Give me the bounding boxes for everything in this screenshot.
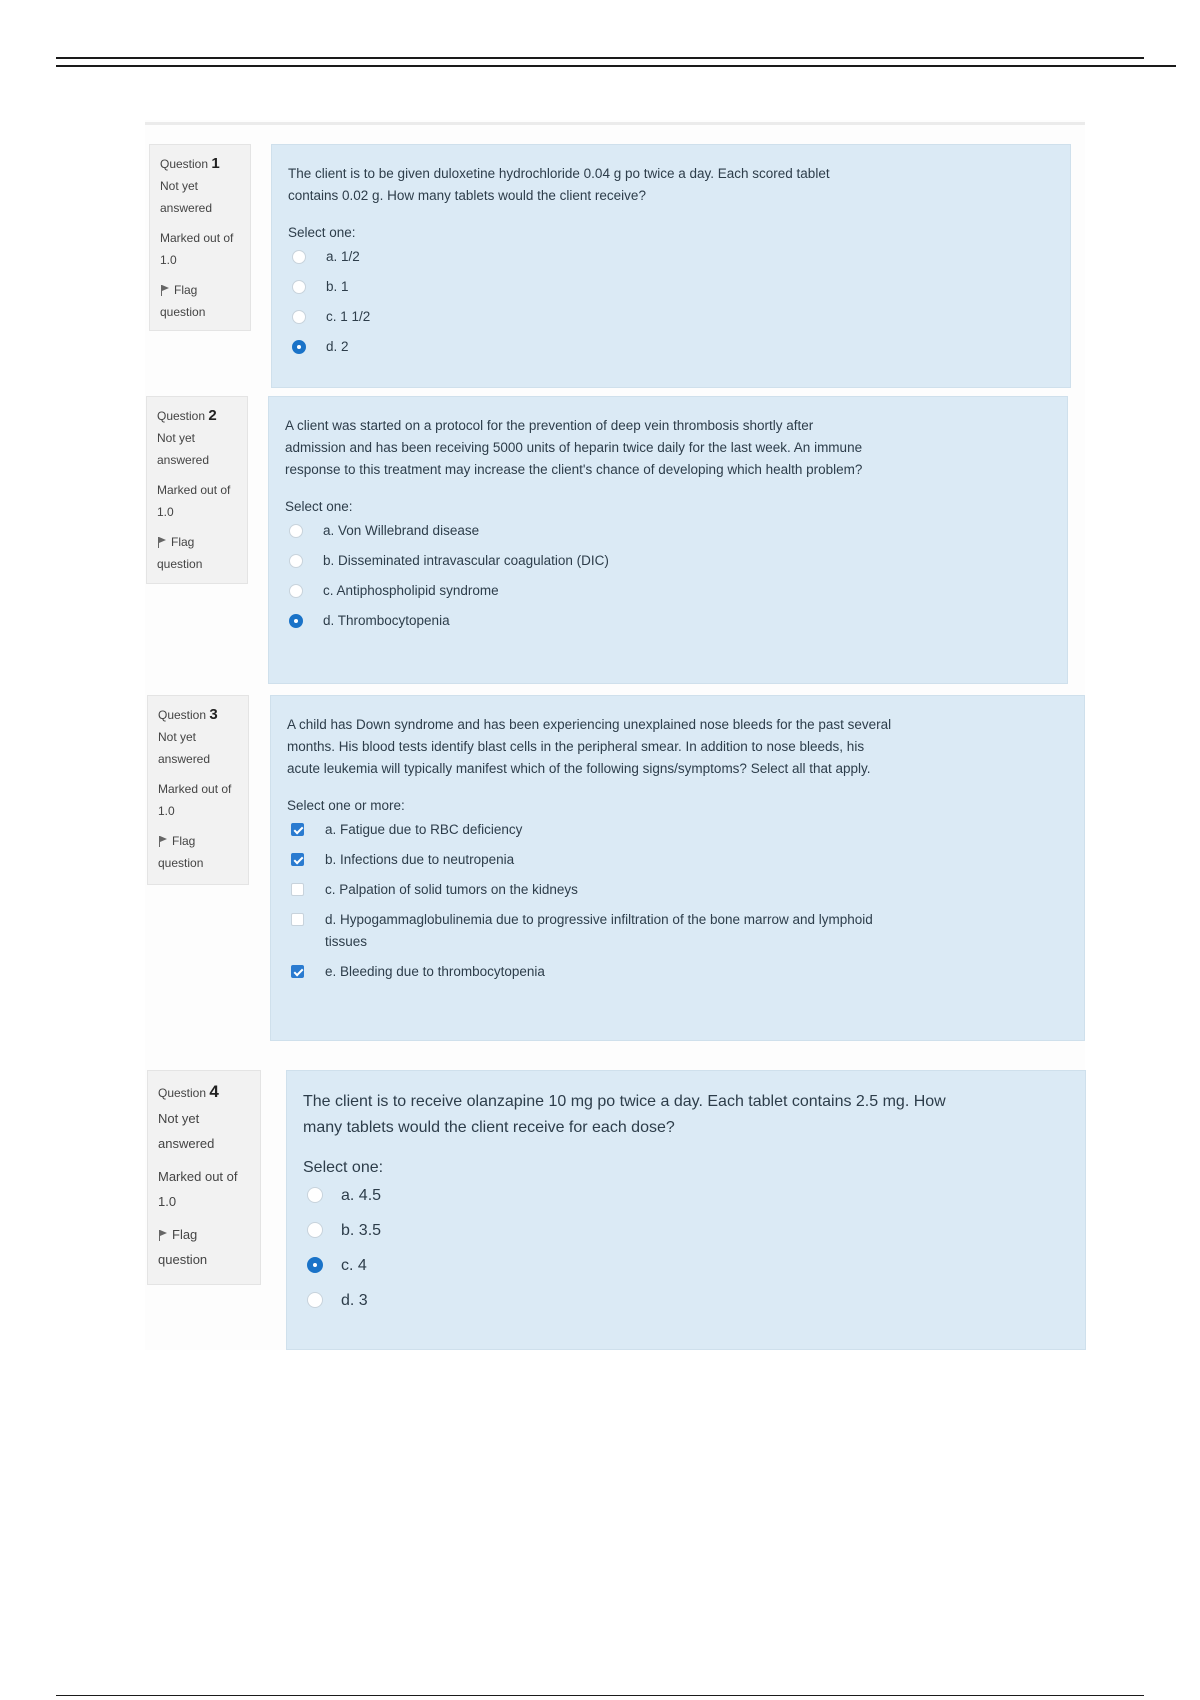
answer-option[interactable]: d. Hypogammaglobulinemia due to progressive infiltration of the bone marrow and lymphoid tissues [287, 909, 1068, 953]
radio-button-selected[interactable] [307, 1257, 323, 1273]
header-rule-top [56, 57, 1144, 59]
select-prompt: Select one: [303, 1159, 384, 1176]
question-content-1 [271, 144, 1071, 388]
answer-option[interactable]: b. 1 [288, 276, 1054, 298]
radio-button[interactable] [289, 524, 303, 538]
checkbox-checked[interactable] [291, 823, 304, 836]
answer-option[interactable]: b. 3.5 [303, 1218, 1069, 1244]
flag-question-link[interactable]: Flag question [160, 283, 206, 319]
radio-button[interactable] [307, 1222, 323, 1238]
question-status: Not yet answered [158, 730, 211, 766]
select-prompt: Select one: [285, 499, 353, 514]
question-marks: Marked out of 1.0 [158, 1169, 238, 1209]
flag-question-link[interactable]: Flag question [158, 1227, 208, 1267]
page-divider [145, 122, 1085, 125]
answer-option[interactable]: c. 1 1/2 [288, 306, 1054, 328]
question-text: The client is to receive olanzapine 10 mg po twice a day. Each tablet contains 2.5 mg. How many tablets would the client receive for each dose? [303, 1093, 946, 1136]
radio-button[interactable] [307, 1187, 323, 1203]
radio-button-selected[interactable] [289, 614, 303, 628]
radio-button[interactable] [292, 250, 306, 264]
select-prompt: Select one or more: [287, 798, 405, 813]
checkbox[interactable] [291, 913, 304, 926]
answer-option[interactable]: c. 4 [303, 1253, 1069, 1279]
question-number: Question 3 [158, 706, 218, 723]
footer-rule [56, 1695, 1144, 1696]
answer-option[interactable]: a. Von Willebrand disease [285, 520, 1051, 542]
flag-question-link[interactable]: Flag question [158, 834, 204, 870]
radio-button[interactable] [292, 280, 306, 294]
header-rule-bottom [56, 65, 1176, 67]
question-info-2 [146, 396, 248, 584]
flag-icon [160, 285, 170, 295]
question-status: Not yet answered [158, 1111, 215, 1151]
question-text: The client is to be given duloxetine hydrochloride 0.04 g po twice a day. Each scored tablet contains 0.02 g. How many tablets would the client receive? [288, 166, 830, 203]
question-status: Not yet answered [157, 431, 210, 467]
radio-button[interactable] [307, 1292, 323, 1308]
question-text: A child has Down syndrome and has been experiencing unexplained nose bleeds for the past several months. His blood tests identify blast cells in the peripheral smear. In addition to nose bleeds, his acute leukemia will typically manifest which of the following signs/symptoms? Select all that apply. [287, 717, 892, 776]
question-number: Question 1 [160, 155, 220, 172]
question-content-3 [270, 695, 1085, 1041]
answer-option[interactable]: a. 4.5 [303, 1183, 1069, 1209]
checkbox[interactable] [291, 883, 304, 896]
flag-question-link[interactable]: Flag question [157, 535, 203, 571]
answer-option[interactable]: d. 2 [288, 336, 1054, 358]
flag-icon [158, 1230, 168, 1240]
question-info-1 [149, 144, 251, 331]
question-content-2 [268, 396, 1068, 684]
radio-button[interactable] [292, 310, 306, 324]
answer-option[interactable]: a. 1/2 [288, 246, 1054, 268]
answer-option[interactable]: d. Thrombocytopenia [285, 610, 1051, 632]
question-marks: Marked out of 1.0 [158, 782, 232, 818]
answer-option[interactable]: d. 3 [303, 1288, 1069, 1314]
radio-button[interactable] [289, 554, 303, 568]
answer-option[interactable]: c. Palpation of solid tumors on the kidneys [287, 879, 1068, 901]
answer-option[interactable]: a. Fatigue due to RBC deficiency [287, 819, 1068, 841]
question-marks: Marked out of 1.0 [157, 483, 231, 519]
answer-option[interactable]: c. Antiphospholipid syndrome [285, 580, 1051, 602]
question-info-4 [147, 1070, 261, 1285]
select-prompt: Select one: [288, 225, 356, 240]
question-number: Question 4 [158, 1082, 219, 1101]
radio-button-selected[interactable] [292, 340, 306, 354]
flag-icon [157, 537, 167, 547]
checkbox-checked[interactable] [291, 853, 304, 866]
answer-option[interactable]: b. Infections due to neutropenia [287, 849, 1068, 871]
question-content-4 [286, 1070, 1086, 1350]
question-number: Question 2 [157, 407, 217, 424]
question-info-3 [147, 695, 249, 885]
checkbox-checked[interactable] [291, 965, 304, 978]
question-marks: Marked out of 1.0 [160, 231, 234, 267]
question-status: Not yet answered [160, 179, 213, 215]
answer-option[interactable]: b. Disseminated intravascular coagulation (DIC) [285, 550, 1051, 572]
question-text: A client was started on a protocol for the prevention of deep vein thrombosis shortly after admission and has been receiving 5000 units of heparin twice daily for the last week. An immune response to this treatment may increase the client's chance of developing which health problem? [285, 418, 863, 477]
answer-option[interactable]: e. Bleeding due to thrombocytopenia [287, 961, 1068, 983]
flag-icon [158, 836, 168, 846]
radio-button[interactable] [289, 584, 303, 598]
